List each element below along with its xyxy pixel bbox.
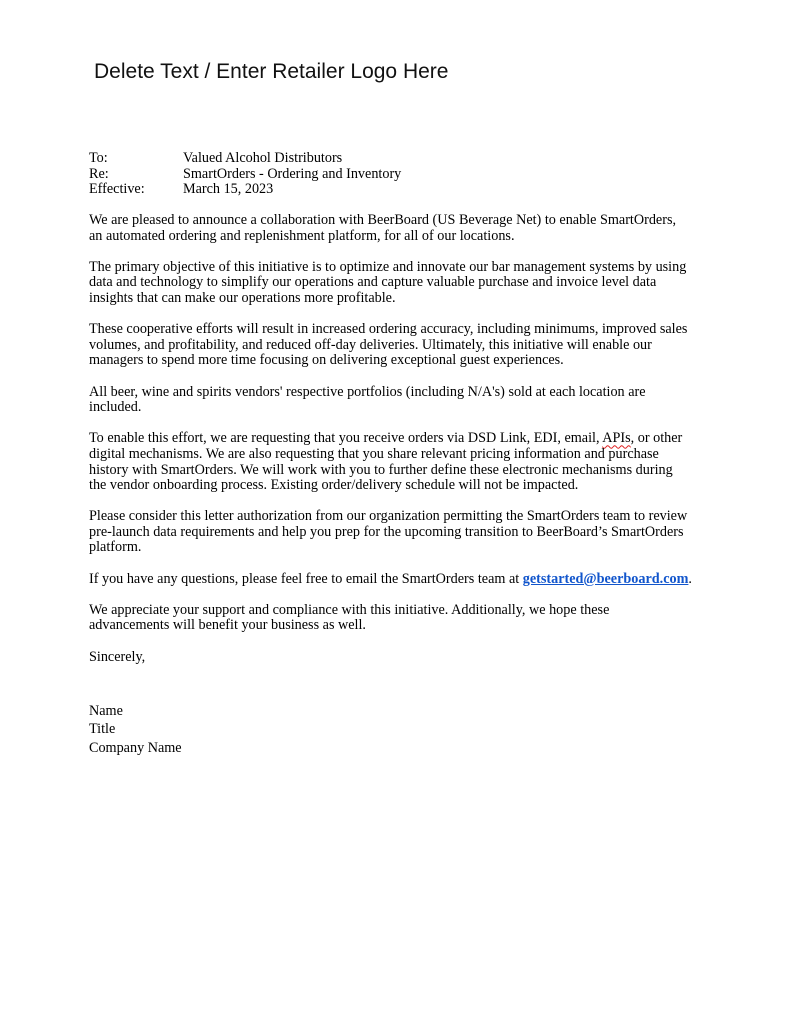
paragraph-line: volumes, and profitability, and reduced off-day deliveries. Ultimately, this initiative will enable our (89, 336, 652, 353)
paragraph-line: platform. (89, 539, 142, 556)
paragraph-line: data and technology to simplify our operations and capture valuable purchase and invoice level data (89, 274, 657, 291)
paragraph-objective (89, 260, 697, 307)
letter-header (89, 151, 709, 198)
paragraph-benefits (89, 322, 697, 369)
header-value-effective: March 15, 2023 (183, 181, 274, 198)
paragraph-line: included. (89, 399, 142, 416)
signature-title: Title (89, 721, 116, 738)
signature-name: Name (89, 703, 123, 719)
closing (89, 650, 697, 666)
header-value-re: SmartOrders - Ordering and Inventory (183, 165, 402, 182)
signature-block (89, 704, 389, 759)
spellcheck-flagged-word: APIs (602, 430, 631, 447)
paragraph-authorization (89, 509, 697, 556)
paragraph-contact (89, 572, 697, 588)
paragraph-line: These cooperative efforts will result in increased ordering accuracy, including minimums, improved sales (89, 321, 688, 338)
paragraph-line: advancements will benefit your business as well. (89, 617, 366, 634)
paragraph-line: pre-launch data requirements and help you prep for the upcoming transition to BeerBoard’s SmartOrders (89, 523, 684, 540)
header-label-effective: Effective: (89, 181, 145, 198)
paragraph-text: If you have any questions, please feel free to email the SmartOrders team at (89, 570, 523, 587)
paragraph-line: The primary objective of this initiative is to optimize and innovate our bar management systems by using (89, 258, 687, 275)
paragraph-line (89, 431, 697, 447)
header-row-effective (89, 182, 709, 198)
closing-text: Sincerely, (89, 648, 146, 665)
header-label-to: To: (89, 150, 108, 166)
paragraph-request (89, 431, 697, 493)
header-label-re: Re: (89, 165, 109, 182)
paragraph-line (89, 572, 697, 588)
paragraph-announcement (89, 213, 697, 244)
paragraph-line: the vendor onboarding process. Existing order/delivery schedule will not be impacted. (89, 477, 579, 494)
paragraph-line: We appreciate your support and compliance with this initiative. Additionally, we hope these (89, 601, 610, 618)
paragraph-scope (89, 385, 697, 416)
letter-body (89, 213, 697, 681)
paragraph-line: digital mechanisms. We are also requesting that you share relevant pricing information and purchase (89, 445, 659, 462)
paragraph-appreciation (89, 603, 697, 634)
paragraph-line: history with SmartOrders. We will work with you to further define these electronic mechanisms during (89, 461, 673, 478)
paragraph-text: To enable this effort, we are requesting that you receive orders via DSD Link, EDI, email, (89, 430, 603, 447)
paragraph-line: All beer, wine and spirits vendors' respective portfolios (including N/A's) sold at each location are (89, 383, 646, 400)
paragraph-line: managers to spend more time focusing on delivering exceptional guest experiences. (89, 352, 564, 369)
paragraph-line: We are pleased to announce a collaboration with BeerBoard (US Beverage Net) to enable SmartOrders, (89, 212, 677, 228)
paragraph-text: , or other (630, 430, 683, 447)
paragraph-line: Please consider this letter authorization from our organization permitting the SmartOrders team to review (89, 508, 688, 525)
signature-company: Company Name (89, 739, 182, 756)
email-link[interactable]: getstarted@beerboard.com (522, 570, 689, 587)
paragraph-line: an automated ordering and replenishment platform, for all of our locations. (89, 227, 515, 244)
retailer-logo-placeholder[interactable]: Delete Text / Enter Retailer Logo Here (94, 60, 449, 83)
header-value-to: Valued Alcohol Distributors (183, 150, 343, 166)
paragraph-line: insights that can make our operations more profitable. (89, 289, 396, 306)
header-row-to (89, 151, 709, 167)
paragraph-text: . (688, 570, 692, 587)
header-row-re (89, 167, 709, 183)
